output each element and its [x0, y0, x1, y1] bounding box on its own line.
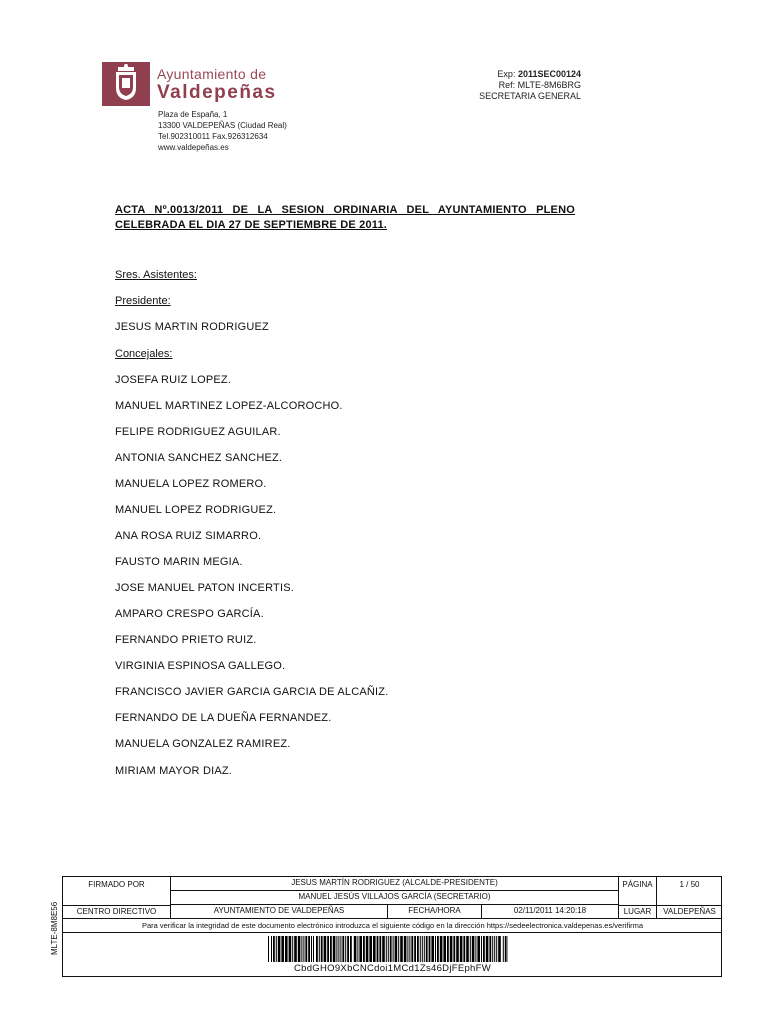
address-block — [158, 109, 287, 153]
councillor-name: FAUSTO MARIN MEGIA. — [115, 556, 243, 568]
ref-line: Ref: MLTE-8M6BRG — [498, 80, 581, 90]
signed-by-label: FIRMADO POR — [63, 877, 171, 905]
address-line: www.valdepeñas.es — [158, 143, 229, 152]
logo-line-2: Valdepeñas — [157, 82, 277, 103]
signer-2: MANUEL JESÚS VILLAJOS GARCÍA (SECRETARIO) — [171, 891, 619, 905]
councillors-label: Concejales: — [115, 348, 173, 360]
signer-1: JESUS MARTÍN RODRIGUEZ (ALCALDE-PRESIDENTE) — [171, 877, 619, 891]
councillor-name: MANUEL MARTINEZ LOPEZ-ALCOROCHO. — [115, 400, 343, 412]
place-label: LUGAR — [619, 905, 657, 919]
councillor-name: MANUEL LOPEZ RODRIGUEZ. — [115, 504, 277, 516]
barcode-image — [268, 936, 508, 962]
department-line: SECRETARIA GENERAL — [479, 91, 581, 101]
place-value: VALDEPEÑAS — [657, 905, 722, 919]
councillor-name: FRANCISCO JAVIER GARCIA GARCIA DE ALCAÑIZ. — [115, 686, 389, 698]
councillor-name: FERNANDO PRIETO RUIZ. — [115, 634, 257, 646]
address-line: Tel.902310011 Fax.926312634 — [158, 132, 268, 141]
document-title — [115, 203, 575, 233]
center-label: CENTRO DIRECTIVO — [63, 905, 171, 919]
exp-value: 2011SEC00124 — [517, 69, 581, 79]
president-label: Presidente: — [115, 295, 171, 307]
exp-label: Exp: — [497, 69, 516, 79]
attendees-heading: Sres. Asistentes: — [115, 269, 197, 281]
address-line: 13300 VALDEPEÑAS (Ciudad Real) — [158, 121, 287, 130]
councillor-name: FELIPE RODRIGUEZ AGUILAR. — [115, 426, 281, 438]
councillor-name: ANA ROSA RUIZ SIMARRO. — [115, 530, 262, 542]
councillor-name: AMPARO CRESPO GARCÍA. — [115, 608, 264, 620]
president-name: JESUS MARTIN RODRIGUEZ — [115, 321, 269, 333]
councillor-name: MIRIAM MAYOR DIAZ. — [115, 765, 233, 777]
center-value: AYUNTAMIENTO DE VALDEPEÑAS — [171, 905, 388, 919]
councillor-name: JOSE MANUEL PATON INCERTIS. — [115, 582, 294, 594]
councillor-name: JOSEFA RUIZ LOPEZ. — [115, 374, 232, 386]
datetime-value: 02/11/2011 14:20:18 — [482, 905, 619, 919]
logo-wordmark — [157, 66, 277, 104]
title-line-1: ACTA Nº.0013/2011 DE LA SESION ORDINARIA DEL AYUNTAMIENTO PLENO — [115, 204, 575, 216]
logo-line-1: Ayuntamiento de — [157, 66, 267, 82]
file-reference-block — [479, 69, 581, 102]
councillor-name: FERNANDO DE LA DUEÑA FERNANDEZ. — [115, 712, 332, 724]
side-verification-code: MLTE-8M8E56 — [50, 901, 59, 955]
councillor-name: MANUELA GONZALEZ RAMIREZ. — [115, 738, 291, 750]
municipal-coat-of-arms-logo — [102, 62, 150, 106]
exp-line — [479, 69, 581, 80]
verification-instructions: Para verificar la integridad de este documento electrónico introduzca el siguiente código en la dirección https://sedeelectronica.valdepenas.es/verifirma — [63, 919, 722, 933]
signature-footer — [62, 876, 722, 977]
councillor-name: VIRGINIA ESPINOSA GALLEGO. — [115, 660, 286, 672]
councillor-name: ANTONIA SANCHEZ SANCHEZ. — [115, 452, 283, 464]
datetime-label: FECHA/HORA — [388, 905, 482, 919]
page-value: 1 / 50 — [679, 880, 700, 889]
address-line: Plaza de España, 1 — [158, 110, 228, 119]
page-label: PÁGINA — [619, 877, 657, 905]
title-line-2: CELEBRADA EL DIA 27 DE SEPTIEMBRE DE 2011. — [115, 219, 388, 231]
councillor-name: MANUELA LOPEZ ROMERO. — [115, 478, 267, 490]
barcode-code: CbdGHO9XbCNCdoi1MCd1Zs46DjFEphFW — [293, 963, 492, 974]
